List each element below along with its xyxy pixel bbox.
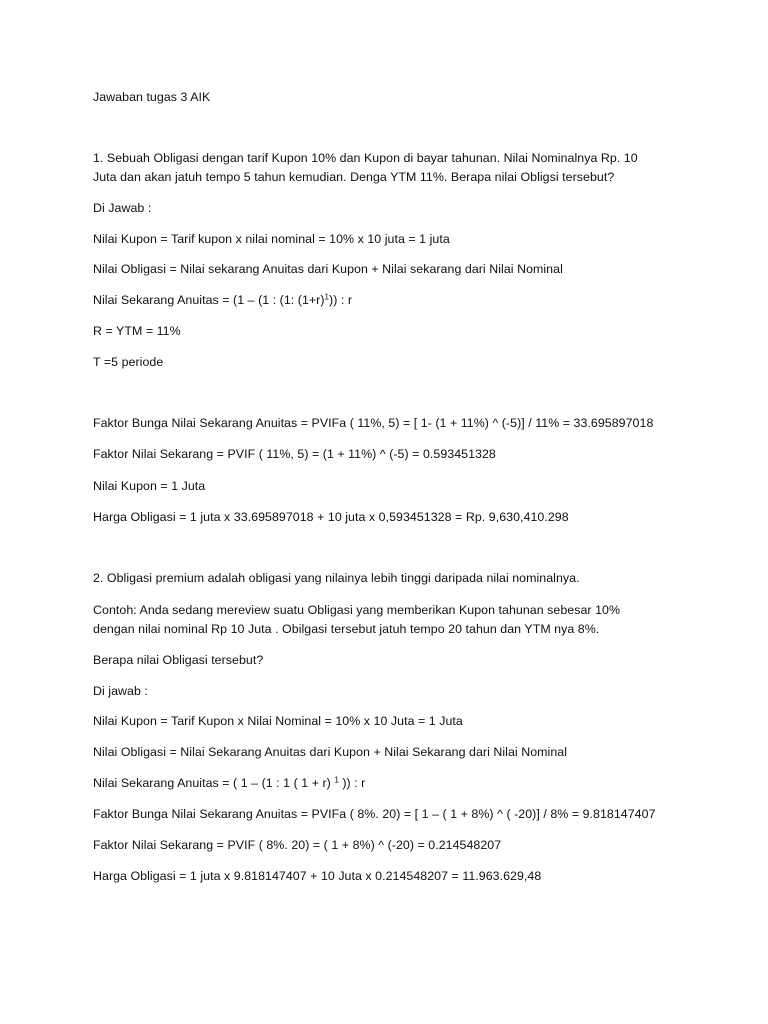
q2-di-jawab: Di jawab : bbox=[93, 684, 148, 698]
q2-anuitas-formula bbox=[93, 774, 365, 792]
q1-r-value: R = YTM = 11% bbox=[93, 324, 181, 338]
q2-question: Berapa nilai Obligasi tersebut? bbox=[93, 653, 264, 667]
q2-contoh-line1: Contoh: Anda sedang mereview suatu Obligasi yang memberikan Kupon tahunan sebesar 10% bbox=[93, 603, 621, 617]
q1-faktor-bunga: Faktor Bunga Nilai Sekarang Anuitas = PVIFa ( 11%, 5) = [ 1- (1 + 11%) ^ (-5)] / 11% = 33.695897018 bbox=[93, 416, 654, 430]
q2-harga-obligasi: Harga Obligasi = 1 juta x 9.818147407 + 10 Juta x 0.214548207 = 11.963.629,48 bbox=[93, 869, 542, 883]
q1-anuitas-suffix: )) : r bbox=[329, 293, 353, 307]
q2-anuitas-suffix: )) : r bbox=[338, 776, 366, 790]
q1-anuitas-exponent: 1 bbox=[324, 292, 330, 302]
q1-question-line1: 1. Sebuah Obligasi dengan tarif Kupon 10% dan Kupon di bayar tahunan. Nilai Nominalnya Rp. 10 bbox=[93, 151, 638, 165]
q2-faktor-nilai: Faktor Nilai Sekarang = PVIF ( 8%. 20) = ( 1 + 8%) ^ (-20) = 0.214548207 bbox=[93, 838, 502, 852]
q1-faktor-nilai: Faktor Nilai Sekarang = PVIF ( 11%, 5) = (1 + 11%) ^ (-5) = 0.593451328 bbox=[93, 447, 496, 461]
q1-t-value: T =5 periode bbox=[93, 355, 164, 369]
q2-nilai-kupon: Nilai Kupon = Tarif Kupon x Nilai Nominal = 10% x 10 Juta = 1 Juta bbox=[93, 714, 463, 728]
q2-premium-definition: 2. Obligasi premium adalah obligasi yang nilainya lebih tinggi daripada nilai nominalnya. bbox=[93, 571, 580, 585]
q2-nilai-obligasi: Nilai Obligasi = Nilai Sekarang Anuitas dari Kupon + Nilai Sekarang dari Nilai Nominal bbox=[93, 745, 568, 759]
q1-question-line2: Juta dan akan jatuh tempo 5 tahun kemudian. Denga YTM 11%. Berapa nilai Obligsi tersebut? bbox=[93, 170, 615, 184]
q2-anuitas-prefix: Nilai Sekarang Anuitas = ( 1 – (1 : 1 ( 1 + r) bbox=[93, 776, 335, 790]
q2-contoh-line2: dengan nilai nominal Rp 10 Juta . Obilgasi tersebut jatuh tempo 20 tahun dan YTM nya 8%. bbox=[93, 622, 600, 636]
q1-di-jawab: Di Jawab : bbox=[93, 201, 152, 215]
q1-anuitas-prefix: Nilai Sekarang Anuitas = (1 – (1 : (1: (1+r) bbox=[93, 293, 325, 307]
document-title: Jawaban tugas 3 AIK bbox=[93, 90, 211, 104]
q1-kupon-juta: Nilai Kupon = 1 Juta bbox=[93, 479, 206, 493]
q1-anuitas-formula bbox=[93, 291, 352, 309]
q2-faktor-bunga: Faktor Bunga Nilai Sekarang Anuitas = PVIFa ( 8%. 20) = [ 1 – ( 1 + 8%) ^ ( -20)] / 8% = 9.818147407 bbox=[93, 807, 656, 821]
q1-nilai-obligasi: Nilai Obligasi = Nilai sekarang Anuitas dari Kupon + Nilai sekarang dari Nilai Nominal bbox=[93, 262, 563, 276]
q1-nilai-kupon: Nilai Kupon = Tarif kupon x nilai nominal = 10% x 10 juta = 1 juta bbox=[93, 232, 450, 246]
q2-anuitas-exponent: 1 bbox=[334, 775, 339, 785]
q1-harga-obligasi: Harga Obligasi = 1 juta x 33.695897018 + 10 juta x 0,593451328 = Rp. 9,630,410.298 bbox=[93, 510, 569, 524]
